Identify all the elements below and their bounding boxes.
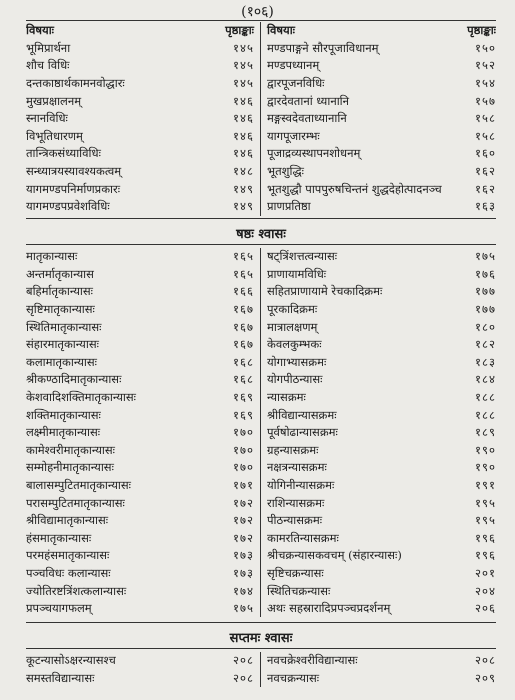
toc-entry [261, 180, 496, 198]
toc-entry [261, 582, 496, 600]
entry-title: सृष्टिचक्रन्यासः [267, 565, 324, 580]
entry-title: तान्त्रिकसंध्याविधिः [26, 146, 101, 161]
entry-title: बहिर्मातृकान्यासः [26, 284, 94, 299]
entry-page-number: १५७ [475, 93, 496, 108]
entry-title: योगपीठन्यासः [267, 372, 323, 387]
header-topic: विषयाः [267, 23, 295, 38]
entry-title: पूरकादिक्रमः [267, 302, 318, 317]
entry-page-number: १६७ [233, 319, 254, 334]
entry-page-number: १५८ [475, 128, 496, 143]
entry-page-number: १६७ [233, 302, 254, 317]
toc-entry [261, 406, 496, 424]
toc-entry [26, 40, 260, 58]
entry-title: शौच विधिः [26, 58, 70, 73]
toc-entry [26, 406, 260, 424]
entry-page-number: १४६ [233, 111, 254, 126]
toc-entry [261, 512, 496, 530]
entry-page-number: २०६ [475, 601, 496, 616]
toc-entry [26, 283, 260, 301]
entry-page-number: १७५ [475, 249, 496, 264]
entry-page-number: १७२ [233, 530, 254, 545]
section-2-top-rule [26, 244, 496, 245]
entry-title: केवलकुम्भकः [267, 337, 322, 352]
entry-title: प्राणप्रतिष्ठा [267, 199, 311, 214]
entry-page-number: १४५ [233, 76, 254, 91]
entry-page-number: १५० [475, 40, 496, 55]
entry-title: भूतशुद्धिः [267, 164, 304, 179]
entry-page-number: १७० [233, 425, 254, 440]
toc-entry [261, 565, 496, 583]
section-2-left-column [26, 248, 261, 617]
entry-title: ज्योतिरष्टत्रिंशत्कलान्यासः [26, 583, 127, 598]
entry-title: कामेश्वरीमातृकान्यासः [26, 442, 116, 457]
entry-page-number: १४८ [233, 164, 254, 179]
entry-title: षट्त्रिंशत्तत्वन्यासः [267, 249, 338, 264]
toc-entry [26, 110, 260, 128]
entry-page-number: १९५ [475, 495, 496, 510]
entry-title: मण्डपध्यानम् [267, 58, 320, 73]
entry-page-number: १४६ [233, 146, 254, 161]
toc-entry [26, 198, 260, 216]
entry-page-number: १९६ [475, 530, 496, 545]
entry-page-number: १४५ [233, 40, 254, 55]
entry-title: शक्तिमातृकान्यासः [26, 407, 101, 422]
header-page: पृष्ठाङ्काः [467, 23, 496, 38]
right-column-header [261, 22, 496, 40]
entry-page-number: १५२ [475, 58, 496, 73]
toc-entry [26, 494, 260, 512]
entry-page-number: १६८ [233, 354, 254, 369]
toc-entry [261, 389, 496, 407]
entry-page-number: २०१ [475, 565, 496, 580]
entry-page-number: १८८ [475, 407, 496, 422]
toc-entry [26, 75, 260, 93]
toc-entry [261, 318, 496, 336]
entry-page-number: १९५ [475, 513, 496, 528]
entry-page-number: १४९ [233, 181, 254, 196]
toc-entry [261, 248, 496, 266]
toc-entry [261, 92, 496, 110]
entry-page-number: १५८ [475, 111, 496, 126]
toc-entry [26, 459, 260, 477]
toc-entry [26, 180, 260, 198]
section-1-left-column [26, 22, 261, 216]
entry-title: द्वारदेवतानां ध्यानानि [267, 93, 350, 108]
entry-title: परासम्पुटितमातृकान्यासः [26, 495, 125, 510]
toc-entry [261, 283, 496, 301]
entry-title: भूतशुद्धौ पापपुरुषचिन्तनं शुद्धदेहोत्पादनञ्च [267, 181, 442, 196]
entry-page-number: १८४ [475, 372, 496, 387]
section-2-rule [26, 622, 496, 623]
entry-title: मातृकान्यासः [26, 249, 78, 264]
toc-entry [26, 145, 260, 163]
toc-entry [261, 371, 496, 389]
entry-page-number: १८३ [475, 354, 496, 369]
entry-title: स्थितिचक्रन्यासः [267, 583, 331, 598]
entry-page-number: १९० [475, 460, 496, 475]
toc-entry [261, 354, 496, 372]
entry-title: स्थितिमातृकान्यासः [26, 319, 102, 334]
toc-entry [261, 600, 496, 618]
toc-entry [261, 266, 496, 284]
entry-page-number: २०९ [475, 670, 496, 685]
entry-title: नवचक्रन्यासः [267, 670, 320, 685]
section-1 [26, 22, 496, 216]
entry-page-number: १८० [475, 319, 496, 334]
entry-title: भूमिप्रार्थना [26, 40, 71, 55]
toc-entry [26, 547, 260, 565]
entry-title: नवचक्रेश्वरीविद्यान्यासः [267, 653, 358, 668]
section-heading-6: षष्ठः श्वासः [236, 227, 286, 242]
entry-title: योगिनीन्यासक्रमः [267, 478, 335, 493]
toc-entry [26, 600, 260, 618]
toc-entry [26, 371, 260, 389]
toc-entry [26, 565, 260, 583]
entry-page-number: १७० [233, 442, 254, 457]
toc-entry [26, 652, 260, 670]
entry-title: कलामातृकान्यासः [26, 354, 97, 369]
entry-page-number: १८९ [475, 425, 496, 440]
toc-entry [261, 442, 496, 460]
toc-entry [26, 512, 260, 530]
toc-entry [26, 670, 260, 688]
entry-title: श्रीकण्ठादिमातृकान्यासः [26, 372, 122, 387]
entry-page-number: १७७ [475, 284, 496, 299]
entry-page-number: २०४ [475, 583, 496, 598]
toc-entry [26, 477, 260, 495]
entry-title: यागपूजारम्भः [267, 128, 320, 143]
entry-page-number: १६२ [475, 164, 496, 179]
toc-entry [26, 248, 260, 266]
section-1-rule [26, 218, 496, 219]
toc-entry [26, 266, 260, 284]
toc-entry [26, 92, 260, 110]
toc-entry [261, 145, 496, 163]
entry-title: मङ्गस्वदेवताध्यानानि [267, 111, 347, 126]
header-topic: विषयाः [26, 23, 54, 38]
entry-page-number: १६७ [233, 337, 254, 352]
section-3-left-column [26, 652, 261, 687]
entry-page-number: १५४ [475, 76, 496, 91]
entry-page-number: १७६ [475, 266, 496, 281]
entry-page-number: १६५ [233, 266, 254, 281]
toc-entry [261, 670, 496, 688]
entry-page-number: १४५ [233, 58, 254, 73]
toc-entry [261, 530, 496, 548]
toc-entry [261, 494, 496, 512]
entry-title: योगाभ्यासक्रमः [267, 354, 327, 369]
entry-title: श्रीचक्रन्यासकवचम् (संहारन्यासः) [267, 548, 402, 563]
entry-title: केशवादिशक्तिमातृकान्यासः [26, 390, 136, 405]
entry-title: राशिन्यासक्रमः [267, 495, 325, 510]
toc-entry [261, 40, 496, 58]
entry-page-number: १७३ [233, 565, 254, 580]
header-page: पृष्ठाङ्काः [225, 23, 254, 38]
toc-entry [26, 128, 260, 146]
entry-title: द्वारपूजनविधिः [267, 76, 325, 91]
entry-page-number: १७२ [233, 495, 254, 510]
entry-page-number: १६० [475, 146, 496, 161]
toc-entry [261, 198, 496, 216]
toc-entry [261, 110, 496, 128]
toc-entry [26, 530, 260, 548]
toc-entry [26, 389, 260, 407]
entry-page-number: १७७ [475, 302, 496, 317]
entry-title: सृष्टिमातृकान्यासः [26, 302, 95, 317]
toc-entry [261, 301, 496, 319]
entry-title: श्रीविद्यान्यासक्रमः [267, 407, 337, 422]
entry-title: कूटन्यासोऽक्षरन्यासश्च [26, 653, 116, 668]
entry-page-number: २०८ [475, 653, 496, 668]
entry-title: संहारमातृकान्यासः [26, 337, 99, 352]
toc-entry [261, 547, 496, 565]
section-2 [26, 248, 496, 617]
entry-title: श्रीविद्यामातृकान्यासः [26, 513, 109, 528]
top-rule [26, 20, 496, 21]
toc-entry [26, 424, 260, 442]
entry-page-number: १७२ [233, 513, 254, 528]
entry-title: परमहंसमातृकान्यासः [26, 548, 110, 563]
entry-title: ग्रहन्यासक्रमः [267, 442, 319, 457]
entry-title: दन्तकाष्ठार्थकामनवोद्धारः [26, 76, 125, 91]
entry-page-number: १७३ [233, 548, 254, 563]
entry-page-number: २०८ [233, 670, 254, 685]
entry-title: बालासम्पुटितमातृकान्यासः [26, 478, 131, 493]
section-2-right-column [261, 248, 496, 617]
page-number: (१०६) [241, 4, 274, 20]
entry-page-number: १६३ [475, 199, 496, 214]
entry-title: अन्तर्मातृकान्यास [26, 266, 94, 281]
entry-title: कामरतिन्यासक्रमः [267, 530, 339, 545]
toc-entry [261, 75, 496, 93]
entry-page-number: १७४ [233, 583, 254, 598]
entry-page-number: १६२ [475, 181, 496, 196]
entry-page-number: १६५ [233, 249, 254, 264]
entry-page-number: १४६ [233, 128, 254, 143]
entry-page-number: १६६ [233, 284, 254, 299]
toc-entry [261, 128, 496, 146]
entry-title: पञ्चविधः कलान्यासः [26, 565, 111, 580]
entry-title: प्राणायामविधिः [267, 266, 327, 281]
toc-entry [261, 477, 496, 495]
toc-entry [261, 336, 496, 354]
section-3-right-column [261, 652, 496, 687]
entry-title: पूजाद्रव्यस्थापनशोधनम् [267, 146, 361, 161]
entry-title: विभूतिधारणम् [26, 128, 83, 143]
entry-page-number: १७० [233, 460, 254, 475]
entry-title: हंसमातृकान्यासः [26, 530, 92, 545]
entry-title: पूर्वषोढान्यासक्रमः [267, 425, 338, 440]
entry-title: मण्डपाङ्गने सौरपूजाविधानम् [267, 40, 379, 55]
entry-title: न्यासक्रमः [267, 390, 306, 405]
entry-title: यागमण्डपप्रवेशविधिः [26, 199, 110, 214]
entry-title: लक्ष्मीमातृकान्यासः [26, 425, 101, 440]
toc-entry [261, 652, 496, 670]
entry-page-number: १९६ [475, 548, 496, 563]
entry-title: नक्षत्रन्यासक्रमः [267, 460, 327, 475]
entry-page-number: २०८ [233, 653, 254, 668]
section-heading-7: सप्तमः श्वासः [229, 631, 293, 646]
entry-title: सहितप्राणायामे रेचकादिक्रमः [267, 284, 383, 299]
entry-page-number: १६९ [233, 390, 254, 405]
toc-entry [26, 318, 260, 336]
toc-entry [26, 354, 260, 372]
entry-page-number: १६९ [233, 407, 254, 422]
entry-title: स्नानविधिः [26, 111, 68, 126]
toc-entry [261, 163, 496, 181]
entry-title: मुखप्रक्षालनम् [26, 93, 82, 108]
entry-page-number: १८२ [475, 337, 496, 352]
entry-page-number: १९० [475, 442, 496, 457]
toc-entry [26, 442, 260, 460]
entry-title: सन्ध्यात्रयस्यावश्यकत्वम् [26, 164, 122, 179]
entry-title: यागमण्डपनिर्माणप्रकारः [26, 181, 121, 196]
left-column-header [26, 22, 260, 40]
section-3 [26, 652, 496, 687]
entry-page-number: १४९ [233, 199, 254, 214]
entry-title: मात्रालक्षणम् [267, 319, 318, 334]
toc-entry [26, 163, 260, 181]
entry-page-number: १८८ [475, 390, 496, 405]
toc-entry [26, 57, 260, 75]
section-1-right-column [261, 22, 496, 216]
toc-entry [26, 582, 260, 600]
entry-title: सम्मोहनीमातृकान्यासः [26, 460, 114, 475]
toc-entry [26, 336, 260, 354]
entry-title: प्रपञ्चयागफलम् [26, 601, 92, 616]
entry-page-number: १६८ [233, 372, 254, 387]
entry-title: अथः सहस्रारादिप्रपञ्चप्रदर्शनम् [267, 601, 391, 616]
entry-page-number: १७१ [233, 478, 254, 493]
section-3-top-rule [26, 648, 496, 649]
toc-entry [261, 459, 496, 477]
toc-entry [261, 424, 496, 442]
entry-page-number: १९१ [475, 478, 496, 493]
toc-entry [261, 57, 496, 75]
entry-title: पीठन्यासक्रमः [267, 513, 323, 528]
entry-page-number: १७५ [233, 601, 254, 616]
entry-page-number: १४६ [233, 93, 254, 108]
entry-title: समस्तविद्यान्यासः [26, 670, 95, 685]
toc-entry [26, 301, 260, 319]
